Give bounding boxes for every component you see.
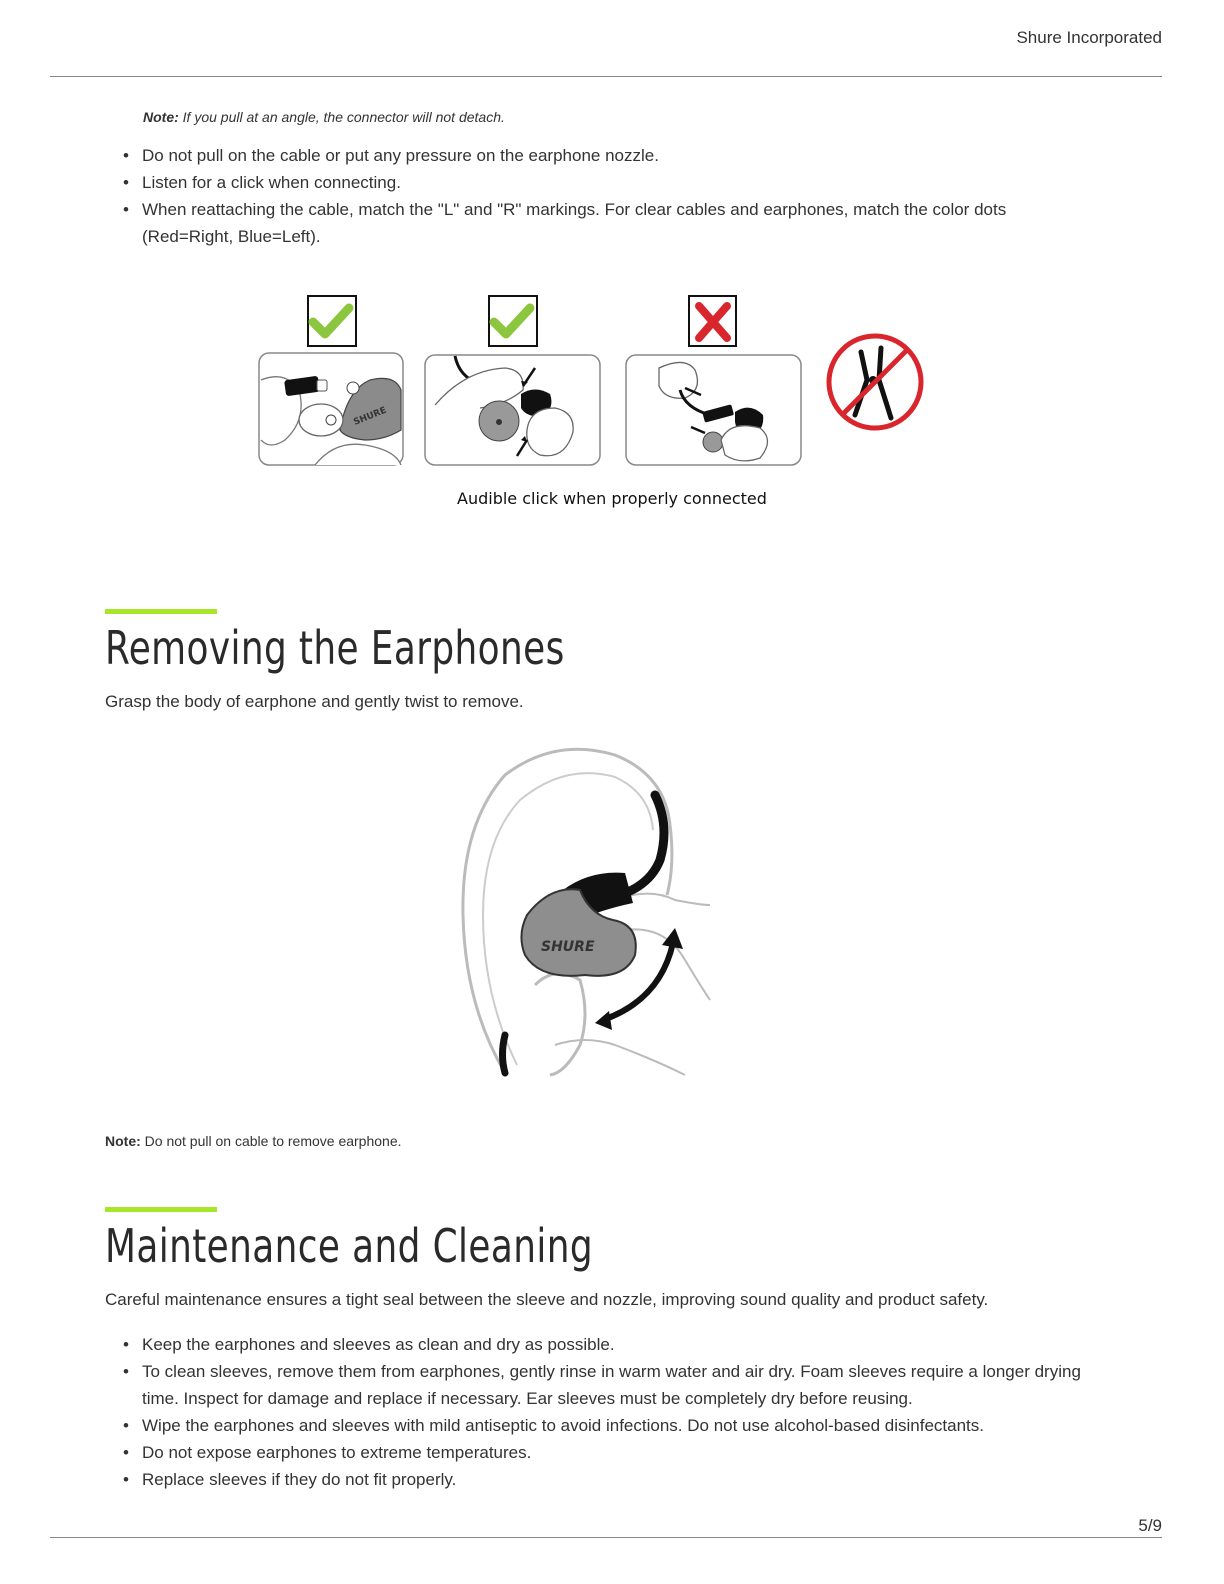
footer-rule: [50, 1537, 1162, 1538]
maintenance-intro: Careful maintenance ensures a tight seal between the sleeve and nozzle, improving sound quality and product safety.: [105, 1290, 989, 1309]
list-item: • Listen for a click when connecting.: [105, 169, 1105, 196]
section-accent-bar: [105, 1207, 217, 1212]
connector-figure: [255, 290, 935, 475]
section-title-maintenance: Maintenance and Cleaning: [105, 1219, 594, 1273]
page-number: 5/9: [1138, 1516, 1162, 1535]
removing-instructions: Grasp the body of earphone and gently twist to remove.: [105, 692, 524, 711]
panel-angled-pull: [626, 355, 801, 465]
note-label: Note:: [105, 1133, 141, 1149]
list-item: • Do not pull on the cable or put any pressure on the earphone nozzle.: [105, 142, 1105, 169]
cross-icon: [689, 296, 736, 346]
check-icon: [489, 296, 537, 346]
section-accent-bar: [105, 609, 217, 614]
note-angle: [143, 109, 505, 125]
shure-logo: SHURE: [352, 405, 389, 428]
panel-press-connect: [425, 355, 600, 465]
no-pliers-icon: [829, 336, 921, 428]
connector-caption: Audible click when properly connected: [457, 489, 767, 508]
maintenance-bullets: [105, 1331, 1090, 1493]
list-item: • Do not expose earphones to extreme temperatures.: [105, 1439, 1090, 1466]
section-title-removing: Removing the Earphones: [105, 621, 565, 675]
company-name: Shure Incorporated: [1016, 28, 1162, 47]
shure-logo: SHURE: [541, 939, 595, 955]
list-item: • Replace sleeves if they do not fit properly.: [105, 1466, 1090, 1493]
list-item: • When reattaching the cable, match the "L" and "R" markings. For clear cables and earphones, match the color dots: [105, 196, 1105, 223]
list-item: • Wipe the earphones and sleeves with mild antiseptic to avoid infections. Do not use alcohol-based disinfectants.: [105, 1412, 1090, 1439]
connector-bullets: [105, 142, 1105, 250]
note-cable: [105, 1133, 402, 1149]
header-rule: [50, 76, 1162, 77]
check-icon: [308, 296, 356, 346]
list-item: • To clean sleeves, remove them from earphones, gently rinse in warm water and air dry. Foam sleeves require a longer drying time. Inspect for damage and replace if necessary. Ear sleeves must be completely dry before reusing.: [105, 1358, 1090, 1412]
note-text: Do not pull on cable to remove earphone.: [144, 1133, 402, 1149]
ear-removal-figure: [455, 745, 715, 1077]
list-item-continuation: (Red=Right, Blue=Left).: [142, 227, 321, 246]
list-item: • Keep the earphones and sleeves as clean and dry as possible.: [105, 1331, 1090, 1358]
note-label: Note:: [143, 109, 179, 125]
note-text: If you pull at an angle, the connector will not detach.: [182, 109, 505, 125]
panel-earphone-connector: [259, 353, 403, 465]
